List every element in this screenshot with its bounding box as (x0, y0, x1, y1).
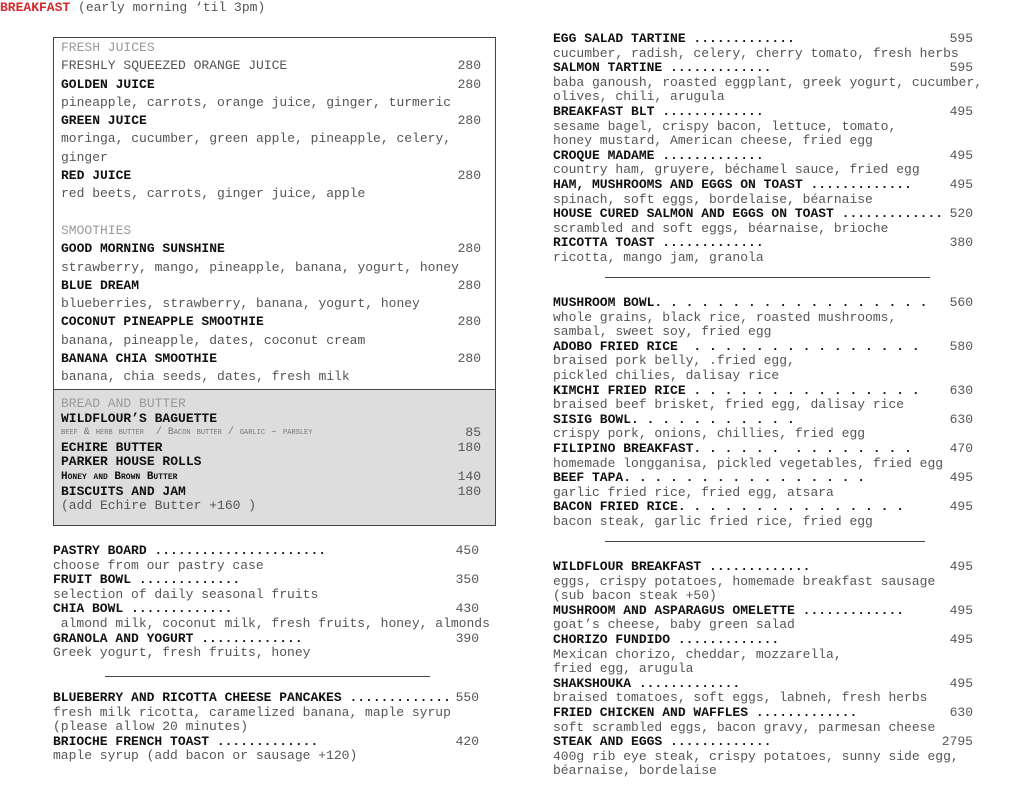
item-description (61, 470, 481, 485)
menu-item (61, 240, 481, 258)
item-price: 180 (457, 483, 481, 499)
item-price: 140 (457, 468, 481, 484)
item-name: BISCUITS AND JAM (61, 483, 186, 499)
description-text: maple syrup (add bacon or sausage +120) (53, 748, 358, 764)
item-description (553, 721, 973, 736)
item-description (553, 222, 973, 237)
item-name: WILDFLOUR BREAKFAST ............. (553, 559, 811, 574)
menu-item (553, 442, 973, 457)
menu-item (553, 633, 973, 648)
item-name: RED JUICE (61, 168, 132, 184)
item-name: BACON FRIED RICE. . . . . . . . . . . . . . . (553, 499, 905, 515)
item-description (553, 354, 973, 369)
item-description (553, 369, 973, 384)
item-description (553, 427, 973, 442)
divider (605, 277, 930, 278)
menu-item (553, 706, 973, 721)
item-description (553, 618, 973, 633)
item-name: CHIA BOWL ............. (53, 601, 233, 617)
divider (105, 676, 430, 677)
item-description (553, 662, 973, 677)
item-name: GREEN JUICE (61, 113, 147, 129)
section-title: FRESH JUICES (61, 40, 155, 55)
item-price: 630 (949, 382, 973, 398)
menu-item (53, 691, 479, 706)
item-price: 595 (949, 31, 973, 46)
item-description (553, 90, 973, 105)
description-text: (please allow 20 minutes) (53, 719, 249, 735)
item-description (553, 74, 983, 91)
item-description (553, 764, 973, 779)
item-description (53, 720, 479, 735)
item-price: 580 (949, 338, 973, 354)
item-price: 450 (455, 543, 479, 558)
item-price: 495 (949, 602, 973, 618)
description-text: scrambled and soft eggs, béarnaise, brioche (553, 220, 889, 236)
item-description (553, 515, 973, 530)
menu-item (553, 340, 973, 355)
item-description (61, 426, 481, 441)
item-price: 470 (949, 440, 973, 456)
item-price: 280 (457, 241, 481, 257)
item-name: KIMCHI FRIED RICE . . . . . . . . . . . . . . . (553, 382, 920, 398)
item-name: MUSHROOM BOWL. . . . . . . . . . . . . . . . . . (553, 295, 928, 310)
item-description (61, 259, 481, 277)
menu-item (553, 560, 973, 575)
item-name: ADOBO FRIED RICE . . . . . . . . . . . . . . . (553, 338, 920, 354)
description-text: banana, pineapple, dates, coconut cream (61, 332, 366, 348)
item-description (553, 750, 973, 765)
item-name: RICOTTA TOAST ............. (553, 235, 764, 251)
description-text: Greek yogurt, fresh fruits, honey (53, 645, 311, 661)
description-text: braised beef brisket, fried egg, dalisay rice (553, 397, 905, 413)
item-name: PASTRY BOARD ...................... (53, 543, 327, 558)
menu-item (553, 604, 973, 619)
item-description (553, 457, 973, 472)
item-name: GOOD MORNING SUNSHINE (61, 241, 225, 257)
item-description (53, 588, 479, 603)
item-name: HAM, MUSHROOMS AND EGGS ON TOAST ............. (553, 176, 912, 192)
description-text: braised tomatoes, soft eggs, labneh, fresh herbs (553, 690, 928, 706)
item-name: BREAKFAST BLT ............. (553, 103, 764, 119)
section-heading (61, 39, 481, 57)
item-description (553, 134, 973, 149)
item-price: 550 (455, 690, 479, 705)
item-description (53, 559, 479, 574)
bread-section (61, 397, 481, 514)
item-description (53, 706, 479, 721)
item-description (553, 589, 973, 604)
section-heading (61, 222, 481, 240)
description-text: Mexican chorizo, cheddar, mozzarella, (553, 646, 842, 662)
description-text: blueberries, strawberry, banana, yogurt, honey (61, 296, 420, 312)
menu-item (53, 573, 479, 588)
item-description (553, 120, 973, 135)
item-description (61, 204, 481, 222)
description-text: selection of daily seasonal fruits (53, 586, 319, 602)
description-text: (add Echire Butter +160 ) (61, 498, 257, 514)
description-text: (sub bacon steak +50) (553, 588, 717, 604)
menu-item (61, 455, 481, 470)
description-text: cucumber, radish, celery, cherry tomato, fresh herbs (553, 45, 959, 61)
menu-item (553, 236, 973, 251)
item-description (553, 575, 973, 590)
item-price: 495 (949, 470, 973, 486)
menu-item (61, 412, 481, 427)
item-price: 495 (949, 559, 973, 574)
item-name: BLUE DREAM (61, 277, 140, 293)
menu-item (553, 677, 973, 692)
item-price: 280 (457, 76, 481, 92)
description-text: olives, chili, arugula (553, 89, 725, 105)
description-text: braised pork belly, .fried egg, (553, 353, 795, 369)
item-name: SALMON TARTINE ............. (553, 60, 772, 76)
item-description (553, 691, 973, 706)
item-price: 390 (455, 630, 479, 646)
menu-item (61, 76, 481, 94)
item-description (553, 486, 973, 501)
menu-item (553, 500, 973, 515)
item-price: 520 (949, 206, 973, 222)
item-name: WILDFLOUR’S BAGUETTE (61, 410, 218, 426)
menu-item (553, 413, 973, 428)
item-price: 430 (455, 601, 479, 617)
item-description (553, 251, 973, 266)
description-text: red beets, carrots, ginger juice, apple (61, 186, 366, 202)
item-price: 495 (949, 103, 973, 119)
toasts-section (553, 31, 983, 266)
item-description (553, 648, 973, 663)
menu-item (53, 602, 479, 617)
item-description (53, 749, 479, 764)
item-name: CHORIZO FUNDIDO ............. (553, 631, 780, 647)
item-price: 495 (949, 147, 973, 163)
menu-item (61, 277, 481, 295)
menu-item (53, 544, 479, 559)
menu-item (553, 105, 973, 120)
pastry-section (53, 543, 490, 661)
menu-item (61, 485, 481, 500)
item-name: GOLDEN JUICE (61, 76, 155, 92)
item-name: PARKER HOUSE ROLLS (61, 454, 202, 470)
item-price: 280 (457, 314, 481, 330)
item-description (61, 368, 481, 386)
item-name: SHAKSHOUKA ............. (553, 675, 741, 691)
item-name: FRUIT BOWL ............. (53, 572, 241, 588)
description-text: almond milk, coconut milk, fresh fruits, honey, almonds (53, 615, 490, 631)
menu-item (553, 207, 973, 222)
item-description (61, 94, 481, 112)
description-text: choose from our pastry case (53, 557, 264, 573)
menu-item (553, 32, 973, 47)
item-price: 280 (457, 277, 481, 293)
description-text: whole grains, black rice, roasted mushrooms, (553, 309, 897, 325)
menu-item (53, 632, 479, 647)
item-name: beef & herb butter / Bacon butter / garlic – parsley (61, 427, 313, 439)
menu-item (553, 384, 973, 399)
description-text: moringa, cucumber, green apple, pineapple, celery, (61, 131, 452, 147)
section-title: BREAD AND BUTTER (61, 396, 186, 411)
description-text: strawberry, mango, pineapple, banana, yogurt, honey (61, 259, 459, 275)
item-price: 420 (455, 733, 479, 749)
item-description (61, 295, 481, 313)
item-price: 595 (949, 60, 973, 76)
item-name: Honey and Brown Butter (61, 470, 178, 483)
description-text: honey mustard, American cheese, fried egg (553, 133, 873, 149)
item-description (553, 193, 973, 208)
item-name: CROQUE MADAME ............. (553, 147, 764, 163)
item-name: FRIED CHICKEN AND WAFFLES ............. (553, 704, 858, 720)
item-description (553, 325, 973, 340)
description-text: banana, chia seeds, dates, fresh milk (61, 369, 350, 385)
description-text: soft scrambled eggs, bacon gravy, parmesan cheese (553, 719, 936, 735)
pancakes-section (53, 691, 479, 764)
item-name: GRANOLA AND YOGURT ............. (53, 630, 303, 646)
item-description (553, 163, 973, 178)
description-text: 400g rib eye steak, crispy potatoes, sunny side egg, (553, 748, 959, 764)
item-description (61, 332, 481, 350)
item-name: BLUEBERRY AND RICOTTA CHEESE PANCAKES ............. (53, 690, 451, 705)
menu-item (61, 57, 481, 75)
description-text: fresh milk ricotta, caramelized banana, maple syrup (53, 704, 451, 720)
menu-item (553, 178, 973, 193)
menu-header (0, 0, 1024, 15)
item-name: BANANA CHIA SMOOTHIE (61, 351, 218, 367)
menu-item (553, 296, 973, 311)
item-description (61, 149, 481, 167)
menu-item (61, 112, 481, 130)
description-text: homemade longganisa, pickled vegetables, fried egg (553, 455, 944, 471)
item-price: 630 (949, 411, 973, 427)
description-text: bacon steak, garlic fried rice, fried egg (553, 513, 873, 529)
item-price: 350 (455, 572, 479, 588)
item-price: 495 (949, 675, 973, 691)
menu-title: BREAKFAST (0, 0, 71, 15)
item-price: 495 (949, 176, 973, 192)
description-text: ginger (61, 149, 108, 165)
item-description (53, 615, 490, 632)
description-text: béarnaise, bordelaise (553, 763, 717, 779)
item-price: 280 (457, 168, 481, 184)
description-text: goat’s cheese, baby green salad (553, 617, 795, 633)
item-price: 560 (949, 295, 973, 310)
item-name: SISIG BOWL. . . . . . . . . . . (553, 411, 795, 427)
item-name: FILIPINO BREAKFAST. . . . . . . . . . . . . . (553, 440, 912, 456)
divider (605, 541, 925, 542)
item-price: 85 (465, 425, 481, 441)
item-name: BRIOCHE FRENCH TOAST ............. (53, 733, 319, 749)
description-text: eggs, crispy potatoes, homemade breakfast sausage (553, 573, 936, 589)
menu-item (553, 149, 973, 164)
section-heading (61, 397, 481, 412)
item-name: STEAK AND EGGS ............. (553, 734, 772, 750)
item-description (553, 47, 973, 62)
item-description (61, 185, 481, 203)
menu-item (61, 441, 481, 456)
menu-subtitle: (early morning ‘til 3pm) (70, 0, 266, 15)
item-description (61, 499, 481, 514)
description-text: baba ganoush, roasted eggplant, greek yogurt, cucumber, (553, 74, 983, 90)
description-text (61, 204, 69, 222)
description-text: spinach, soft eggs, bordelaise, béarnaise (553, 191, 873, 207)
menu-item (553, 735, 973, 750)
menu-item (553, 61, 973, 76)
item-price: 2795 (941, 734, 973, 750)
description-text: pickled chilies, dalisay rice (553, 367, 780, 383)
item-name: BEEF TAPA. . . . . . . . . . . . . . . . (553, 470, 866, 486)
item-price: 180 (457, 439, 481, 455)
section-title: SMOOTHIES (61, 222, 132, 238)
description-text: sesame bagel, crispy bacon, lettuce, tomato, (553, 118, 897, 134)
item-name: HOUSE CURED SALMON AND EGGS ON TOAST ............. (553, 206, 944, 222)
description-text: sambal, sweet soy, fried egg (553, 324, 772, 340)
item-description (553, 311, 973, 326)
item-name: COCONUT PINEAPPLE SMOOTHIE (61, 314, 264, 330)
menu-item (61, 313, 481, 331)
item-name: EGG SALAD TARTINE ............. (553, 31, 795, 46)
item-price: 280 (457, 113, 481, 129)
item-name: MUSHROOM AND ASPARAGUS OMELETTE ............. (553, 602, 905, 618)
menu-item (61, 350, 481, 368)
menu-item (53, 735, 479, 750)
item-price: 280 (457, 58, 481, 74)
description-text: crispy pork, onions, chillies, fried egg (553, 426, 866, 442)
item-description (61, 130, 481, 148)
item-price: 380 (949, 235, 973, 251)
item-price: 495 (949, 499, 973, 515)
juices-section (61, 39, 481, 387)
item-description (53, 646, 479, 661)
description-text: garlic fried rice, fried egg, atsara (553, 484, 834, 500)
bowls-section (553, 296, 973, 530)
item-price: 495 (949, 631, 973, 647)
description-text: pineapple, carrots, orange juice, ginger, turmeric (61, 94, 452, 110)
item-price: 630 (949, 704, 973, 720)
menu-item (553, 471, 973, 486)
eggs-section (553, 560, 973, 779)
item-name: FRESHLY SQUEEZED ORANGE JUICE (61, 58, 288, 74)
item-price: 280 (457, 351, 481, 367)
item-description (553, 398, 973, 413)
description-text: ricotta, mango jam, granola (553, 249, 764, 265)
description-text: fried egg, arugula (553, 661, 694, 677)
description-text: country ham, gruyere, béchamel sauce, fried egg (553, 162, 920, 178)
item-name: ECHIRE BUTTER (61, 439, 163, 455)
menu-item (61, 167, 481, 185)
